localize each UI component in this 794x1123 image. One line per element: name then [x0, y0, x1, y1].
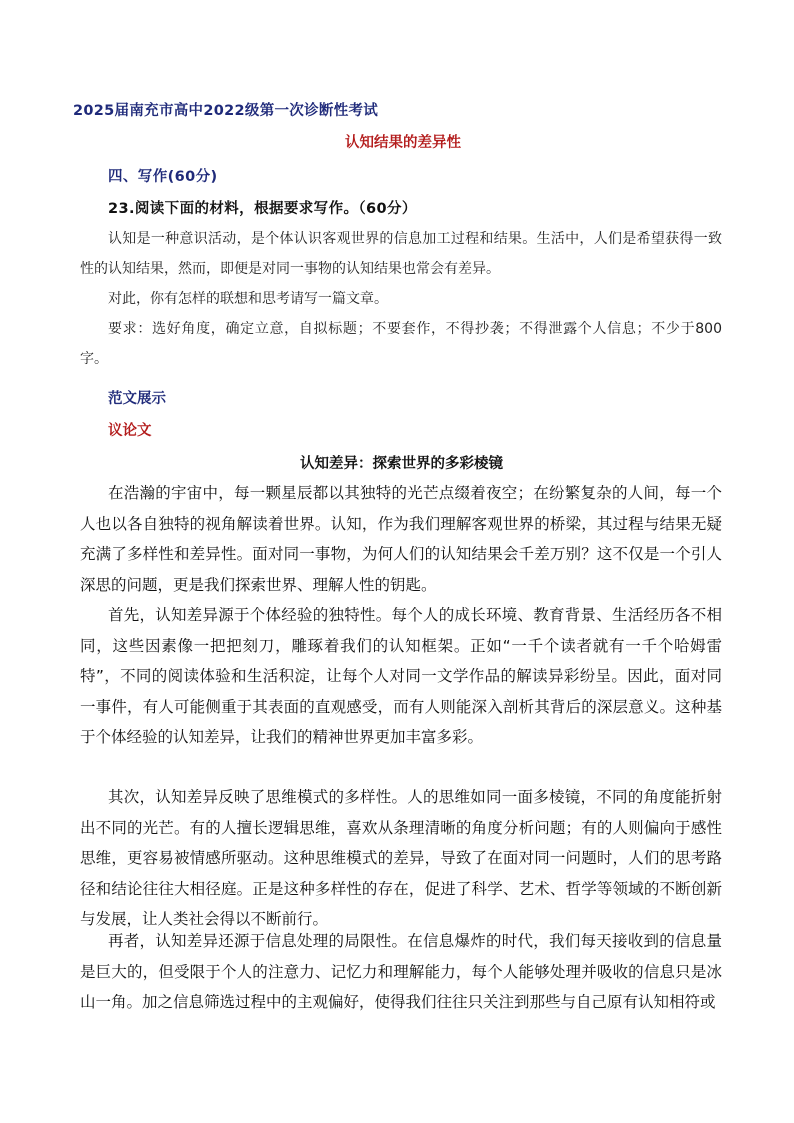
prompt-instruction: 对此，你有怎样的联想和思考请写一篇文章。	[108, 291, 388, 307]
exam-title: 2025届南充市高中2022级第一次诊断性考试	[73, 103, 379, 119]
essay-paragraph-3: 其次，认知差异反映了思维模式的多样性。人的思维如同一面多棱镜，不同的角度能折射出不同的光芒。有的人擅长逻辑思维，喜欢从条理清晰的角度分析问题；有的人则偏向于感性思维，更容易被情感所驱动。这种思维模式的差异，导致了在面对同一问题时，人们的思考路径和结论往往大相径庭。正是这种多样性的存在，促进了科学、艺术、哲学等领域的不断创新与发展，让人类社会得以不断前行。	[80, 788, 722, 928]
prompt-requirements: 要求：选好角度，确定立意，自拟标题；不要套作，不得抄袭；不得泄露个人信息；不少于800字。	[80, 321, 722, 367]
showcase-heading: 范文展示	[108, 391, 166, 407]
essay-paragraph-2: 首先，认知差异源于个体经验的独特性。每个人的成长环境、教育背景、生活经历各不相同，这些因素像一把把刻刀，雕琢着我们的认知框架。正如“一千个读者就有一千个哈姆雷特”，不同的阅读体验和生活积淀，让每个人对同一文学作品的解读异彩纷呈。因此，面对同一事件，有人可能侧重于其表面的直观感受，而有人则能深入剖析其背后的深层意义。这种基于个体经验的认知差异，让我们的精神世界更加丰富多彩。	[80, 606, 722, 746]
essay-paragraph-1: 在浩瀚的宇宙中，每一颗星辰都以其独特的光芒点缀着夜空；在纷繁复杂的人间，每一个人也以各自独特的视角解读着世界。认知，作为我们理解客观世界的桥梁，其过程与结果无疑充满了多样性和差异性。面对同一事物，为何人们的认知结果会千差万别？这不仅是一个引人深思的问题，更是我们探索世界、理解人性的钥匙。	[80, 484, 722, 594]
prompt-material: 认知是一种意识活动，是个体认识客观世界的信息加工过程和结果。生活中，人们是希望获得一致性的认知结果，然而，即便是对同一事物的认知结果也常会有差异。	[80, 231, 722, 277]
essay-paragraph-4: 再者，认知差异还源于信息处理的局限性。在信息爆炸的时代，我们每天接收到的信息量是巨大的，但受限于个人的注意力、记忆力和理解能力，每个人能够处理并吸收的信息只是冰山一角。加之信息筛选过程中的主观偏好，使得我们往往只关注到那些与自己原有认知相符或	[80, 932, 722, 1011]
question-heading: 23.阅读下面的材料，根据要求写作。（60分）	[108, 201, 417, 217]
topic-title: 认知结果的差异性	[345, 135, 461, 151]
essay-type-label: 议论文	[108, 423, 152, 439]
section-heading: 四、写作(60分)	[108, 169, 218, 185]
essay-title: 认知差异：探索世界的多彩棱镜	[300, 456, 503, 472]
